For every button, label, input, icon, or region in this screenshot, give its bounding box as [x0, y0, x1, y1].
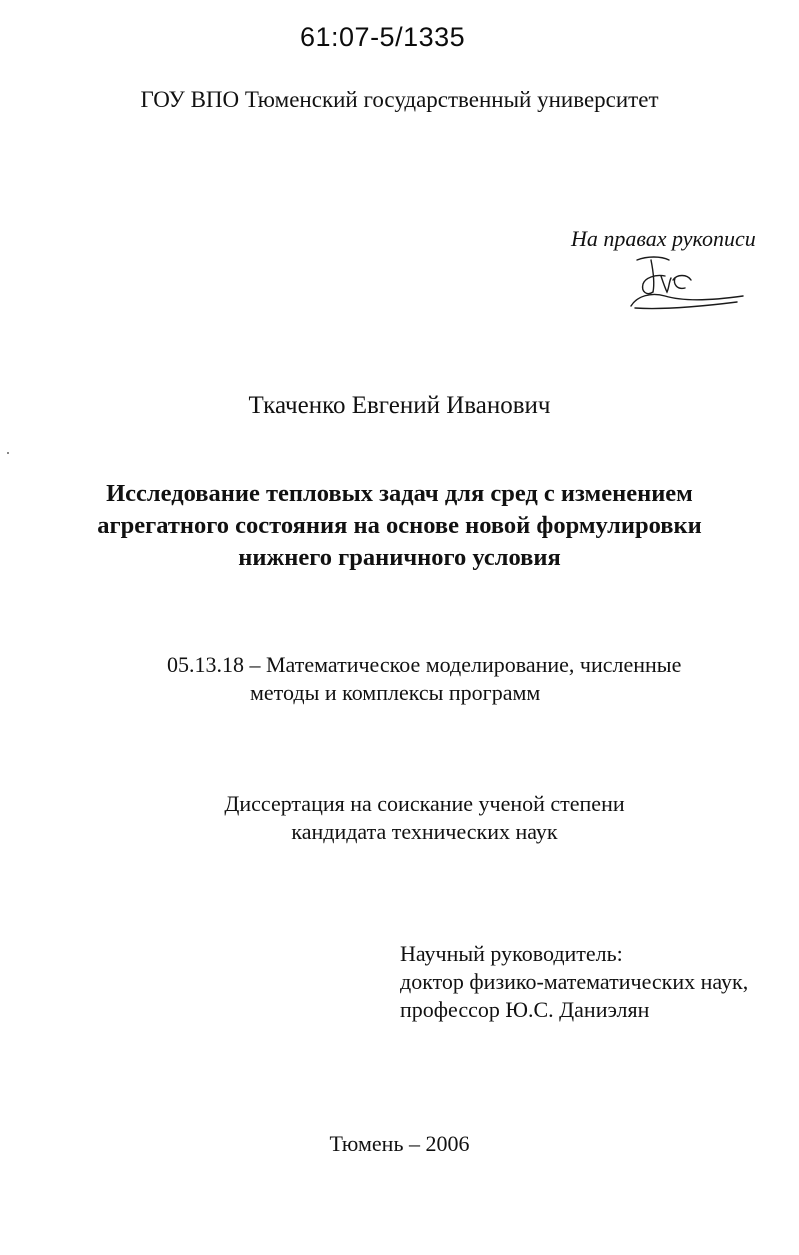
- supervisor-name: профессор Ю.С. Даниэлян: [400, 997, 650, 1022]
- catalog-number: 61:07-5/1335: [300, 22, 466, 52]
- degree-line-1: Диссертация на соискание ученой степени: [224, 791, 625, 816]
- institution-name: ГОУ ВПО Тюменский государственный университет: [140, 87, 659, 112]
- title-line: Исследование тепловых задач для сред с изменением: [106, 480, 693, 507]
- dissertation-title: [60, 478, 739, 574]
- handwritten-signature: [625, 252, 750, 312]
- degree-statement: [0, 790, 799, 846]
- supervisor-credentials: доктор физико-математических наук,: [400, 969, 749, 994]
- rights-note: На правах рукописи: [571, 226, 756, 251]
- title-line: нижнего граничного условия: [238, 544, 561, 571]
- specialty-continuation-line: методы и комплексы программ: [250, 680, 541, 705]
- degree-line-2: кандидата технических наук: [291, 819, 558, 844]
- author-name: Ткаченко Евгений Иванович: [248, 392, 551, 419]
- supervisor-role: Научный руководитель:: [400, 941, 623, 966]
- city-year: Тюмень – 2006: [329, 1131, 470, 1156]
- title-line: агрегатного состояния на основе новой формулировки: [97, 512, 702, 539]
- scan-speck: [7, 452, 9, 454]
- specialty-code-line: 05.13.18 – Математическое моделирование, численные: [167, 652, 682, 677]
